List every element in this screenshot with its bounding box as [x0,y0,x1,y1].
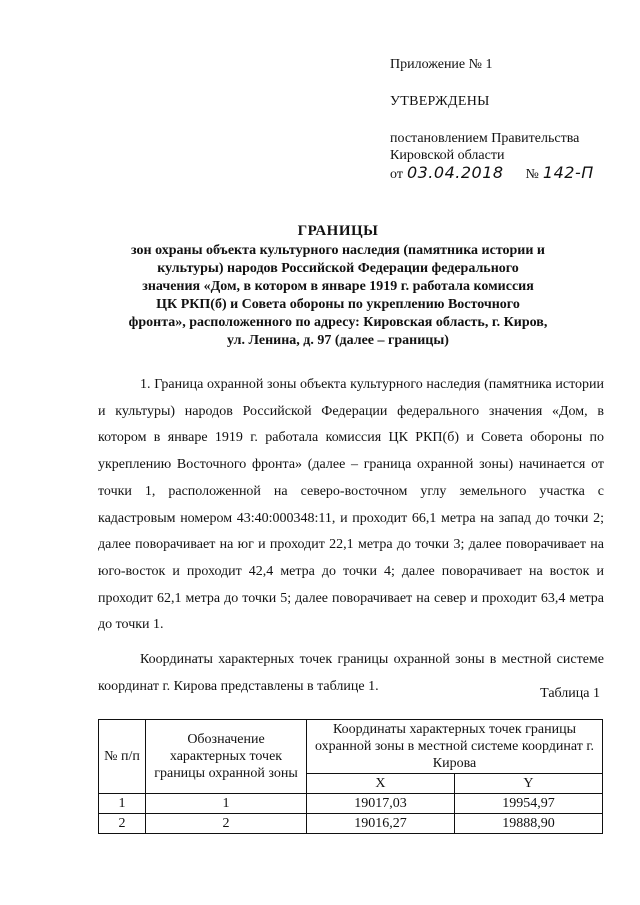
approval-date: 03.04.2018 [406,163,504,182]
table-row [99,794,603,814]
table-header-row [99,720,603,774]
cell-point: 1 [146,794,307,814]
approval-line-2: Кировской области [390,148,505,163]
header-no: № п/п [99,720,146,794]
body-text [98,372,604,700]
table-caption: Таблица 1 [540,686,600,701]
approval-date-line [390,164,630,183]
number-label: № [525,167,539,182]
appendix-number: Приложение № 1 [390,57,493,72]
approved-label: УТВЕРЖДЕНЫ [390,94,490,109]
cell-no: 1 [99,794,146,814]
cell-no: 2 [99,814,146,834]
title-line-2: культуры) народов Российской Федерации федерального [157,261,519,276]
header-x: X [307,774,455,794]
ot-label: от [390,167,403,182]
cell-x: 19016,27 [307,814,455,834]
cell-x: 19017,03 [307,794,455,814]
document-title [88,222,588,350]
title-heading: ГРАНИЦЫ [297,223,379,239]
approval-number: 142-П [542,163,594,182]
paragraph-1: 1. Граница охранной зоны объекта культурного наследия (памятника истории и культуры) народов Российской Федерации федерального значения «Дом, в котором в январе 1919 г. работала комиссия ЦК РКП(б) и Совета обороны по укреплению Восточного фронта» (далее – граница охранной зоны) начинается от точки 1, расположенной на северо-восточном углу земельного участка с кадастровым номером 43:40:000348:11, и проходит 66,1 метра на запад до точки 2; далее поворачивает на юг и проходит 22,1 метра до точки 3; далее поворачивает на юго-восток и проходит 42,4 метра до точки 4; далее поворачивает на восток и проходит 62,1 метра до точки 5; далее поворачивает на север и проходит 63,4 метра до точки 1. [98,377,604,633]
title-line-4: ЦК РКП(б) и Совета обороны по укреплению Восточного [156,297,520,312]
title-line-5: фронта», расположенного по адресу: Кировская область, г. Киров, [128,315,548,330]
header-y: Y [454,774,602,794]
paragraph-2: Координаты характерных точек границы охранной зоны в местной системе координат г. Кирова представлены в таблице 1. [98,652,604,694]
cell-y: 19954,97 [454,794,602,814]
header-coordinates: Координаты характерных точек границы охранной зоны в местной системе координат г. Кирова [307,720,603,774]
approval-line-1: постановлением Правительства [390,131,580,146]
cell-y: 19888,90 [454,814,602,834]
coordinates-table [98,719,603,834]
title-line-1: зон охраны объекта культурного наследия (памятника истории и [130,243,546,258]
cell-point: 2 [146,814,307,834]
title-line-3: значения «Дом, в котором в январе 1919 г. работала комиссия [142,279,534,294]
header-designation: Обозначение характерных точек границы охранной зоны [146,720,307,794]
title-line-6: ул. Ленина, д. 97 (далее – границы) [227,333,449,348]
table-row [99,814,603,834]
approval-block [390,56,630,183]
